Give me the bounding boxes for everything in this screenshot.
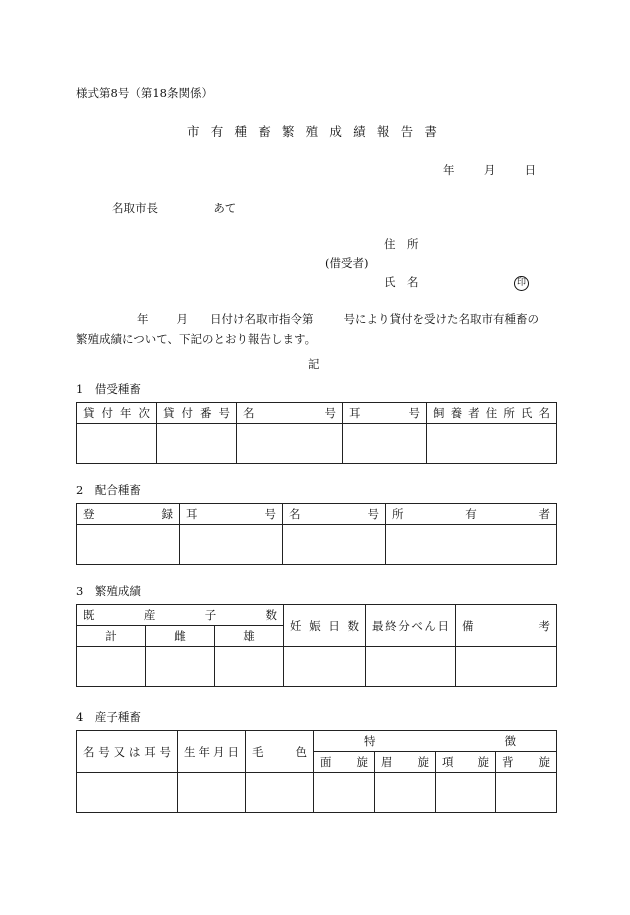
addressee-name: 名取市長: [112, 201, 158, 215]
table-header-row: [77, 504, 557, 525]
header-owner: 所 有 者: [392, 507, 550, 521]
reporter-role: (借受者): [325, 256, 369, 270]
table-row: [77, 525, 557, 565]
header-keeper: 飼 養 者 住 所 氏 名: [433, 406, 550, 420]
page-title-text: 市 有 種 畜 繁 殖 成 績 報 告 書: [187, 124, 437, 139]
header-lending-number: 貸 付 番 号: [163, 406, 230, 420]
date-year: 年: [443, 163, 455, 177]
header-face-whorl: 面 旋: [320, 755, 368, 769]
header-ear-number: 耳 号: [349, 406, 420, 420]
section4-heading: 4 産子種畜: [76, 710, 141, 724]
header-birth-date: 生 年 月 日: [184, 744, 239, 759]
table-borrowed-breeding: [76, 402, 557, 464]
header-back-whorl: 背 旋: [502, 755, 550, 769]
header-remarks: 備 考: [462, 618, 551, 633]
addressee: [112, 200, 236, 216]
body-line-1: 年 月 日付け名取市指令第 号により貸付を受けた名取市有種畜の: [137, 312, 539, 326]
section2-heading: 2 配合種畜: [76, 483, 141, 497]
header-last-delivery: 最 終 分 べ ん 日: [372, 618, 449, 633]
header-name: 名 号: [243, 406, 336, 420]
table-row: [77, 647, 557, 687]
header-lending-year: 貸 付 年 次: [83, 406, 150, 420]
header-total: 計: [77, 626, 146, 647]
header-coat-color: 毛 色: [252, 744, 307, 759]
reporter-address-label: 住 所: [384, 237, 419, 251]
header-features: 特 徴: [364, 734, 516, 748]
header-female: 雌: [146, 626, 215, 647]
header-brow-whorl: 眉 旋: [381, 755, 429, 769]
header-ear-number: 耳 号: [186, 507, 276, 521]
table-header-row: [77, 403, 557, 424]
header-nape-whorl: 項 旋: [442, 755, 489, 769]
header-name: 名 号: [289, 507, 379, 521]
section3-heading: 3 繁殖成績: [76, 584, 141, 598]
reporter-name-label: 氏 名: [384, 275, 419, 289]
table-row: [77, 424, 557, 464]
header-born-count: 既 産 子 数: [83, 608, 278, 622]
table-header-row: [77, 605, 557, 626]
table-mating-breeding: [76, 503, 557, 565]
form-number: 様式第8号（第18条関係）: [76, 86, 213, 100]
date-line: [443, 162, 536, 178]
addressee-suffix: あて: [213, 201, 237, 215]
table-row: [77, 773, 557, 813]
section1-heading: 1 借受種畜: [76, 382, 141, 396]
page-title: [187, 122, 437, 140]
table-breeding-results: [76, 604, 557, 687]
header-gestation-days: 妊 娠 日 数: [290, 618, 359, 633]
table-header-row: [77, 731, 557, 752]
header-name-or-ear: 名 号 又 は 耳 号: [83, 744, 171, 759]
header-registration: 登 録: [83, 507, 173, 521]
header-male: 雄: [215, 626, 284, 647]
table-offspring: [76, 730, 557, 813]
seal-mark: 印: [514, 274, 529, 291]
date-day: 日: [524, 163, 537, 177]
date-month: 月: [483, 163, 496, 177]
ki-label: 記: [308, 357, 320, 371]
body-line-2: 繁殖成績について、下記のとおり報告します。: [76, 332, 317, 346]
